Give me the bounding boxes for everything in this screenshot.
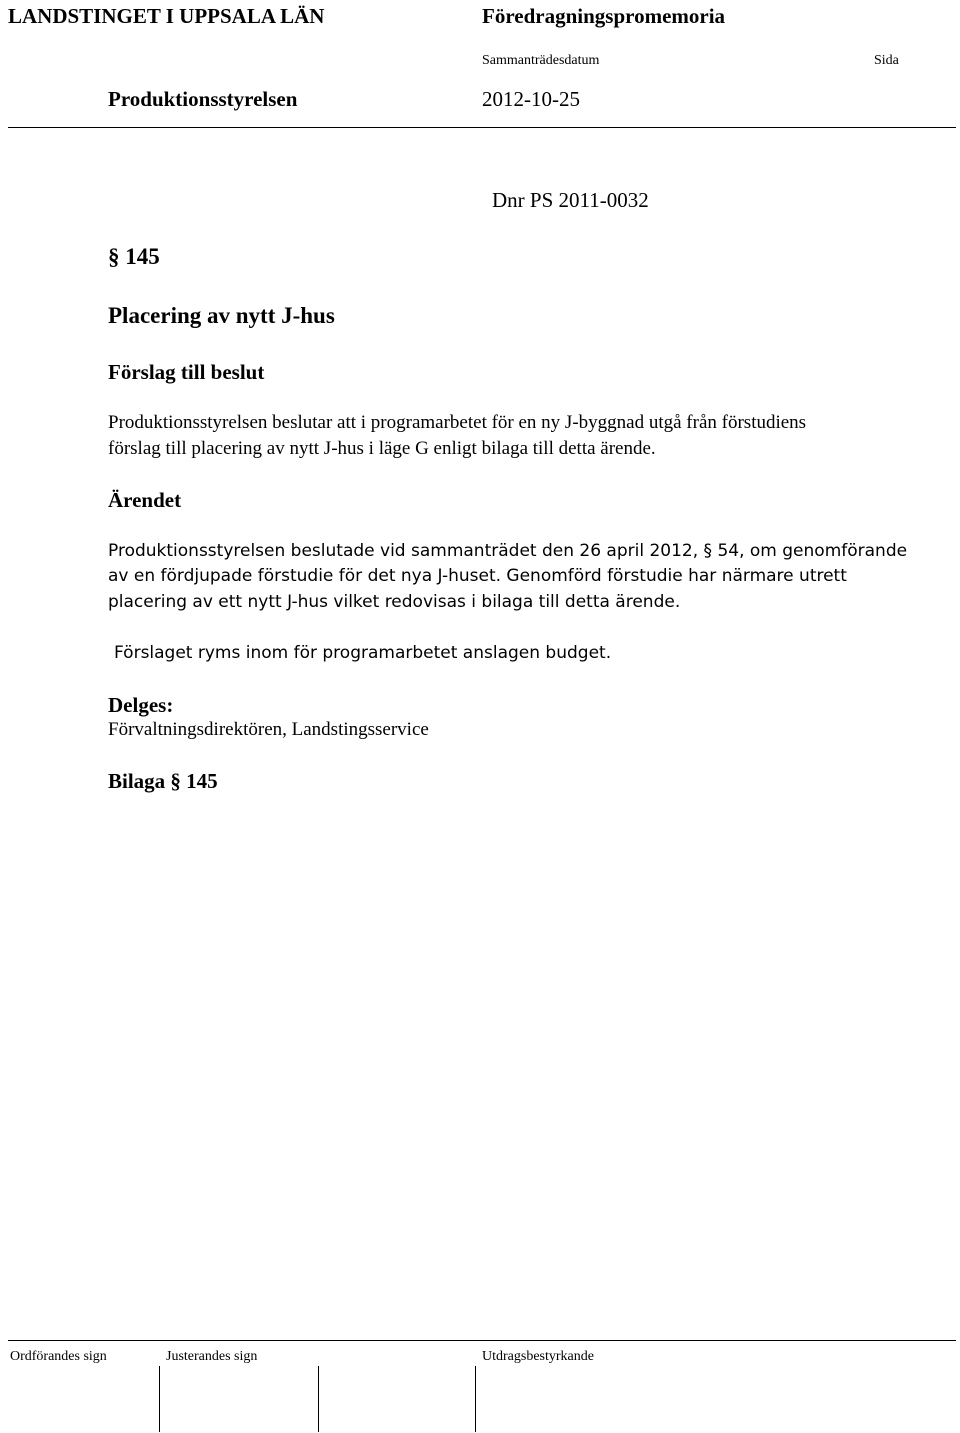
signature-divider-3 — [475, 1366, 476, 1432]
budget-line: Förslaget ryms inom för programarbetet anslagen budget. — [114, 643, 612, 663]
footer-divider — [8, 1340, 956, 1341]
matter-line-3: placering av ett nytt J-hus vilket redovisas i bilaga till detta ärende. — [108, 592, 681, 612]
attachment-label: Bilaga § 145 — [108, 769, 218, 793]
meeting-date: 2012-10-25 — [482, 87, 580, 111]
signature-divider-1 — [159, 1366, 160, 1432]
matter-line-2: av en fördjupade förstudie för det nya J-huset. Genomförd förstudie har närmare utrett — [108, 566, 847, 586]
organization-name: LANDSTINGET I UPPSALA LÄN — [8, 4, 325, 28]
certifier-signature-label: Utdragsbestyrkande — [482, 1349, 594, 1364]
matter-heading: Ärendet — [108, 488, 182, 512]
chair-signature-label: Ordförandes sign — [10, 1349, 107, 1364]
meeting-date-label: Sammanträdesdatum — [482, 53, 600, 68]
page-label: Sida — [874, 53, 899, 68]
board-name: Produktionsstyrelsen — [108, 87, 298, 111]
header-divider — [8, 127, 956, 128]
matter-line-1: Produktionsstyrelsen beslutade vid sammanträdet den 26 april 2012, § 54, om genomförande — [108, 541, 908, 561]
case-number: Dnr PS 2011-0032 — [492, 188, 649, 212]
proposal-line-2: förslag till placering av nytt J-hus i läge G enligt bilaga till detta ärende. — [108, 438, 656, 459]
case-title: Placering av nytt J-hus — [108, 303, 335, 328]
proposal-heading: Förslag till beslut — [108, 360, 265, 384]
signature-divider-2 — [318, 1366, 319, 1432]
paragraph-number: § 145 — [108, 244, 160, 269]
distribution-recipients: Förvaltningsdirektören, Landstingsservice — [108, 719, 429, 740]
adjuster-signature-label: Justerandes sign — [166, 1349, 258, 1364]
document-type: Föredragningspromemoria — [482, 4, 726, 28]
distribution-heading: Delges: — [108, 693, 174, 717]
proposal-line-1: Produktionsstyrelsen beslutar att i programarbetet för en ny J-byggnad utgå från förstudiens — [108, 412, 807, 433]
